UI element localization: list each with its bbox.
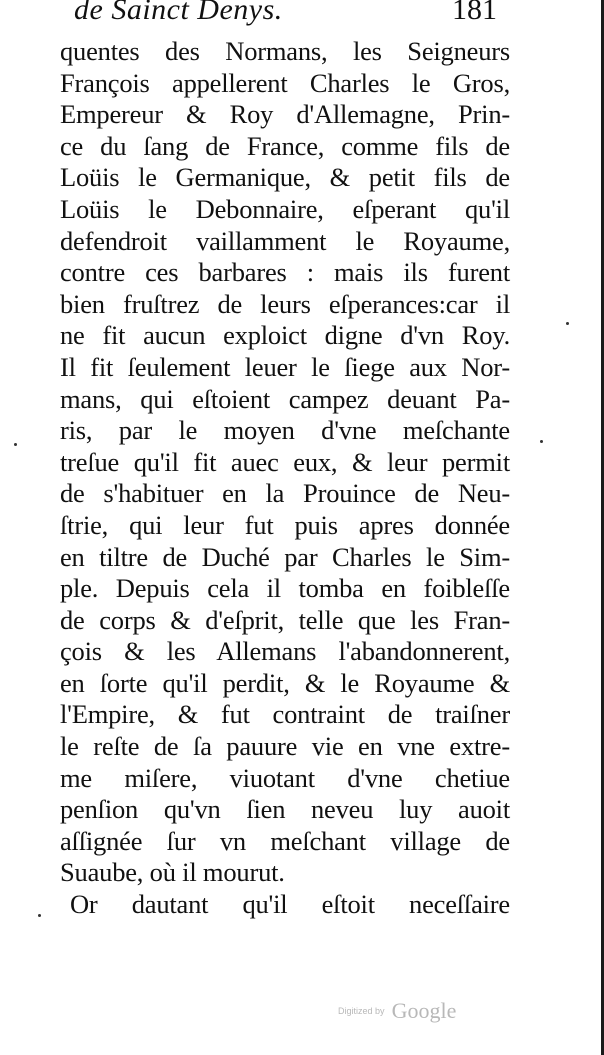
text-line: penſion qu'vn ſien neveu luy auoit xyxy=(60,794,510,825)
text-line: Empereur & Roy d'Allemagne, Prin- xyxy=(60,99,510,130)
text-line: de s'habituer en la Prouince de Neu- xyxy=(60,478,510,509)
text-line: ſtrie, qui leur fut puis apres donnée xyxy=(60,509,510,540)
text-line: bien fruſtrez de leurs eſperances:car il xyxy=(60,288,510,319)
text-line: en ſorte qu'il perdit, & le Royaume & xyxy=(60,667,510,698)
text-line: Il fit ſeulement leuer le ſiege aux Nor- xyxy=(60,351,510,382)
ink-speck xyxy=(14,443,17,446)
page-bottom-trim xyxy=(0,910,604,918)
text-line: l'Empire, & fut contraint de traiſner xyxy=(60,699,510,730)
digitization-watermark xyxy=(338,998,456,1024)
text-line: me miſere, viuotant d'vne chetiue xyxy=(60,762,510,793)
text-line: ris, par le moyen d'vne meſchante xyxy=(60,415,510,446)
body-text xyxy=(60,36,510,921)
text-line: le reſte de ſa pauure vie en vne extre- xyxy=(60,731,510,762)
ink-speck xyxy=(38,914,41,917)
text-line: treſue qu'il fit auec eux, & leur permit xyxy=(60,446,510,477)
text-line: en tiltre de Duché par Charles le Sim- xyxy=(60,541,510,572)
ink-speck xyxy=(566,322,569,325)
text-line: Loüis le Germanique, & petit fils de xyxy=(60,162,510,193)
text-line: ple. Depuis cela il tomba en foibleſſe xyxy=(60,573,510,604)
google-logo: Google xyxy=(391,998,457,1023)
text-line: contre ces barbares : mais ils furent xyxy=(60,257,510,288)
text-line: aſſignée ſur vn meſchant village de xyxy=(60,825,510,856)
text-line: Or dautant qu'il eſtoit neceſſaire xyxy=(70,889,510,920)
text-line: de corps & d'eſprit, telle que les Fran- xyxy=(60,604,510,635)
text-line: Loüis le Debonnaire, eſperant qu'il xyxy=(60,193,510,224)
text-line: defendroit vaillamment le Royaume, xyxy=(60,225,510,256)
ink-speck xyxy=(540,440,543,443)
text-line: Suaube, où il mourut. xyxy=(60,857,285,888)
text-line: çois & les Allemans l'abandonnerent, xyxy=(60,636,510,667)
page-number: 181 xyxy=(452,0,497,26)
watermark-prefix: Digitized by xyxy=(338,1006,385,1016)
text-line: mans, qui eſtoient campez deuant Pa- xyxy=(60,383,510,414)
text-line: ce du ſang de France, comme fils de xyxy=(60,130,510,161)
text-line: François appellerent Charles le Gros, xyxy=(60,67,510,98)
running-head: de Sainct Denys. xyxy=(74,0,283,26)
text-line: quentes des Normans, les Seigneurs xyxy=(60,36,510,66)
text-line: ne fit aucun exploict digne d'vn Roy. xyxy=(60,320,510,351)
